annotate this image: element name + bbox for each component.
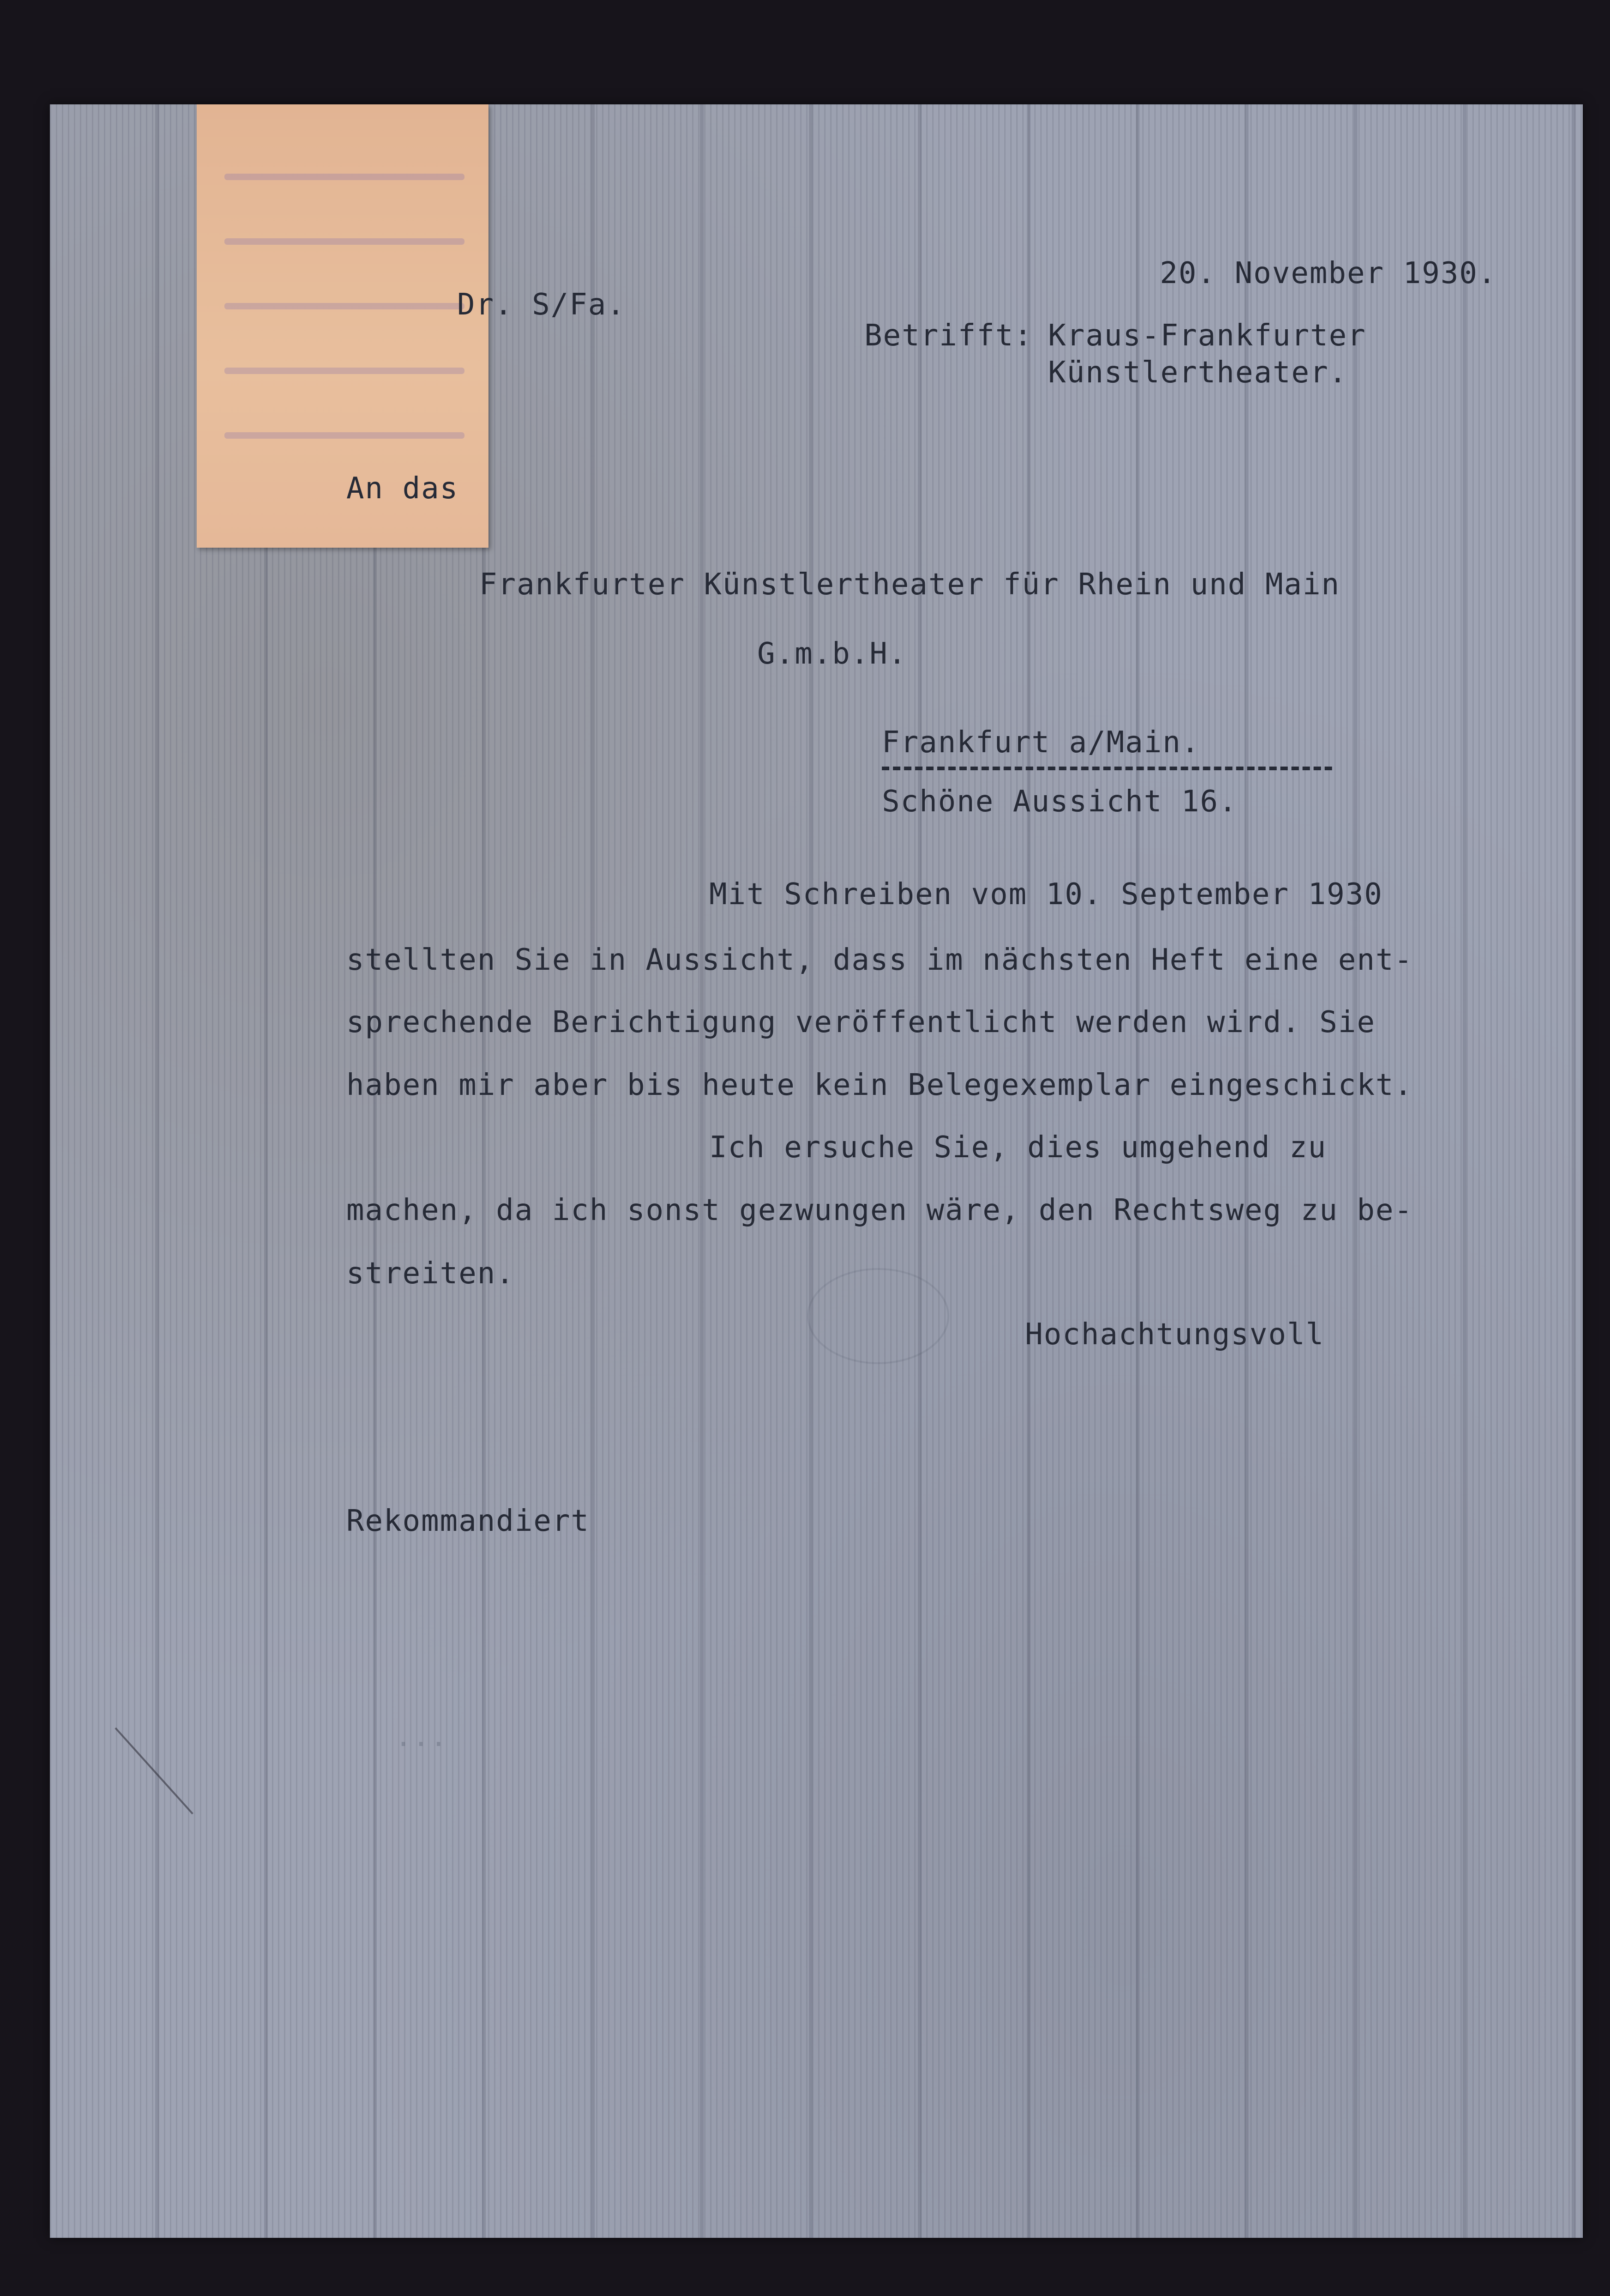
reference-code: Dr. S/Fa. <box>457 288 626 322</box>
letter-date: 20. November 1930. <box>1160 256 1497 290</box>
subject-line-1: Kraus-Frankfurter <box>1048 319 1367 353</box>
recipient-street: Schöne Aussicht 16. <box>882 785 1238 819</box>
body-line-7: streiten. <box>346 1257 515 1291</box>
delivery-note: Rekommandiert <box>346 1504 590 1538</box>
faint-stamp <box>807 1268 949 1364</box>
slip-pencil-mark <box>224 303 464 309</box>
ghost-offset-text: ... <box>184 1721 448 1753</box>
letter-sheet <box>50 104 1583 2238</box>
body-line-3: sprechende Berichtigung veröffentlicht werden wird. Sie <box>346 1005 1376 1039</box>
slip-pencil-mark <box>224 432 464 439</box>
salutation: An das <box>346 471 459 506</box>
body-line-4: haben mir aber bis heute kein Belegexemplar eingeschickt. <box>346 1068 1413 1102</box>
city-underline <box>882 767 1332 770</box>
slip-pencil-mark <box>224 174 464 180</box>
recipient-company-form: G.m.b.H. <box>757 637 907 671</box>
slip-pencil-mark <box>224 238 464 245</box>
closing: Hochachtungsvoll <box>1025 1317 1325 1352</box>
body-line-1: Mit Schreiben vom 10. September 1930 <box>709 877 1383 912</box>
subject-line-2: Künstlertheater. <box>1048 356 1348 390</box>
body-line-6: machen, da ich sonst gezwungen wäre, den Rechtsweg zu be- <box>346 1193 1413 1227</box>
body-line-2: stellten Sie in Aussicht, dass im nächsten Heft eine ent- <box>346 943 1413 977</box>
recipient-name: Frankfurter Künstlertheater für Rhein und Main <box>479 568 1340 602</box>
slip-pencil-mark <box>224 368 464 374</box>
recipient-city: Frankfurt a/Main. <box>882 725 1200 760</box>
subject-label: Betrifft: <box>864 319 1033 353</box>
body-line-5: Ich ersuche Sie, dies umgehend zu <box>709 1130 1327 1165</box>
